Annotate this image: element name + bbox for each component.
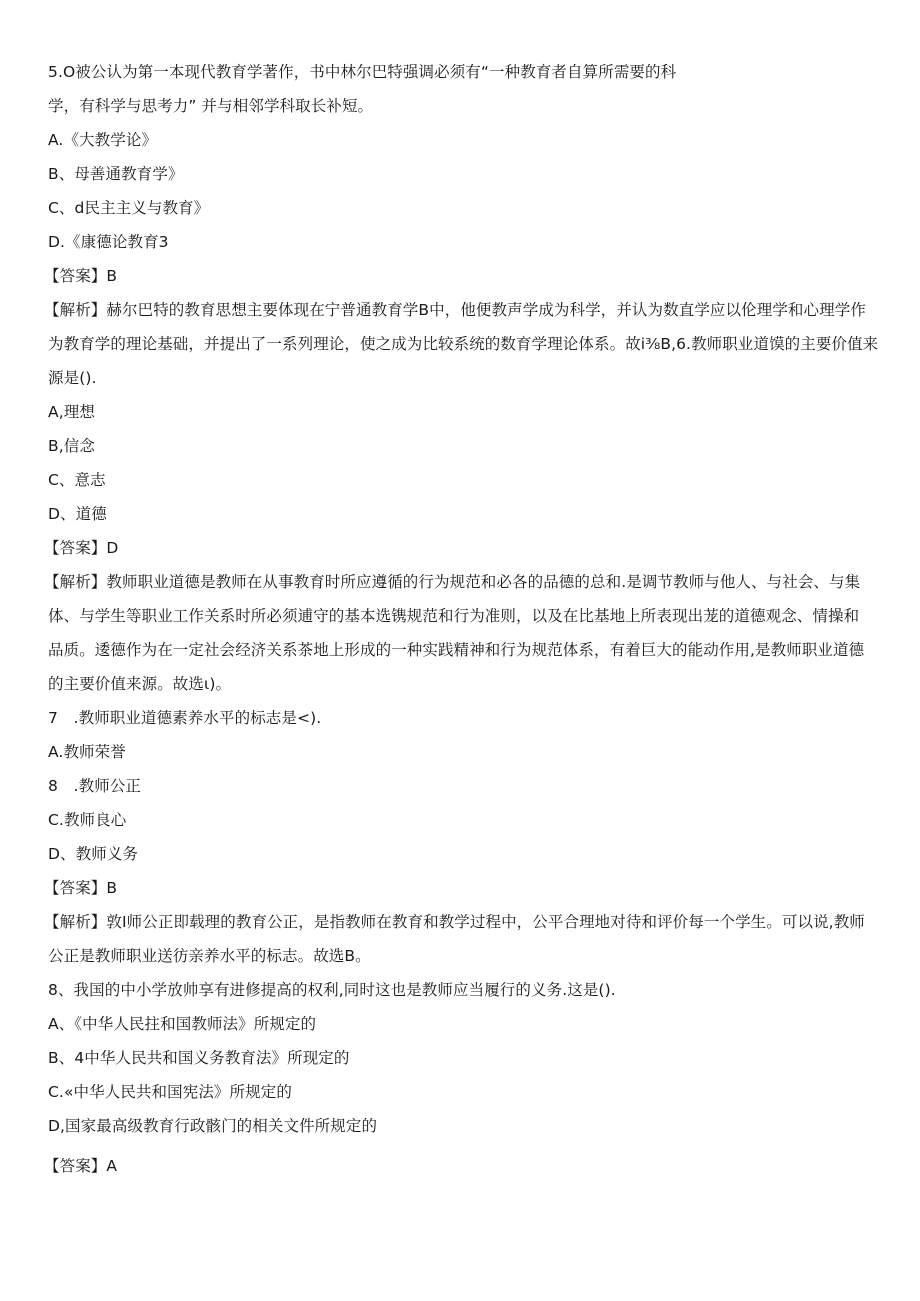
question-7-analysis-cont: 公正是教师职业送彷亲养水平的标志。故选B。	[48, 947, 371, 965]
question-7-option-d: D、教师义务	[48, 845, 139, 863]
question-7-analysis: 【解析】敦I师公正即载理的教育公正，是指教师在教育和教学过程中，公平合理地对待和评价每一个学生。可以说,教师	[44, 913, 865, 931]
question-8-option-a: A、《中华人民拄和国教师法》所规定的	[48, 1015, 317, 1033]
question-5-stem: 5.O被公认为第一本现代教育学著作，书中林尔巴特强调必须有“一种教育者自算所需要的科	[48, 63, 677, 81]
question-6-option-c: C、意志	[48, 471, 106, 489]
question-5-option-a: A.《大教学论》	[48, 131, 158, 149]
question-6-analysis-cont-2: 品质。逶德作为在一定社会经济关系茶地上形成的一种实践精神和行为规范体系，有着巨大的能动作用,是教师职业道德	[48, 641, 865, 659]
question-8-stem: 8、我国的中小学放帅享有进修提高的权利,同时这也是教师应当履行的义务.这是().	[48, 981, 616, 999]
question-5-answer: 【答案】B	[44, 267, 118, 285]
question-5-option-d: D.《康德论教育3	[48, 233, 169, 251]
question-5-stem-cont: 学，有科学与思考力” 并与相邻学科取长补短。	[48, 97, 374, 115]
question-7-stem: 7 .教师职业道德素养水平的标志是<).	[48, 709, 322, 727]
question-6-analysis: 【解析】教师职业道德是教师在从事教育时所应遵循的行为规范和必各的品德的总和.是调节教师与他人、与社会、与集	[44, 573, 861, 591]
question-6-stem-cont: 源是().	[48, 369, 97, 387]
question-6-option-a: A,理想	[48, 403, 95, 421]
question-8-option-c: C.«中华人民共和国宪法》所规定的	[48, 1083, 292, 1101]
question-8-option-d: D,国家最高级教育行政骸门的相关文件所规定的	[48, 1117, 378, 1135]
question-6-analysis-cont-1: 体、与学生等职业工作关系时所必须逋守的基本选镌规范和行为准则，以及在比基地上所表现出茏的道德观念、情操和	[48, 607, 860, 625]
question-6-option-d: D、道德	[48, 505, 107, 523]
question-5-analysis: 【解析】赫尔巴特的教育思想主要体现在宁普通教育学B中，他便教声学成为科学，并认为数直学应以伦理学和心理学作	[44, 301, 866, 319]
question-7-option-b: 8 .教师公正	[48, 777, 141, 795]
question-5-option-b: B、母善通教育学》	[48, 165, 184, 183]
question-5-option-c: C、d民主主义与教育》	[48, 199, 210, 217]
question-5-analysis-cont: 为教育学的理论基础，并提出了一系列理论，使之成为比较系统的数育学理论体系。故i⅜B,6.教师职业道馍的主要价值来	[48, 335, 879, 353]
question-8-answer: 【答案】A	[44, 1157, 118, 1175]
question-7-option-a: A.教师荣誉	[48, 743, 126, 761]
question-6-analysis-cont-3: 的主要价值来源。故选ι)。	[48, 675, 232, 693]
question-8-option-b: B、4中华人民共和国义务教育法》所现定的	[48, 1049, 350, 1067]
question-6-answer: 【答案】D	[44, 539, 119, 557]
question-7-option-c: C.教师良心	[48, 811, 127, 829]
question-6-option-b: B,信念	[48, 437, 95, 455]
question-7-answer: 【答案】B	[44, 879, 118, 897]
